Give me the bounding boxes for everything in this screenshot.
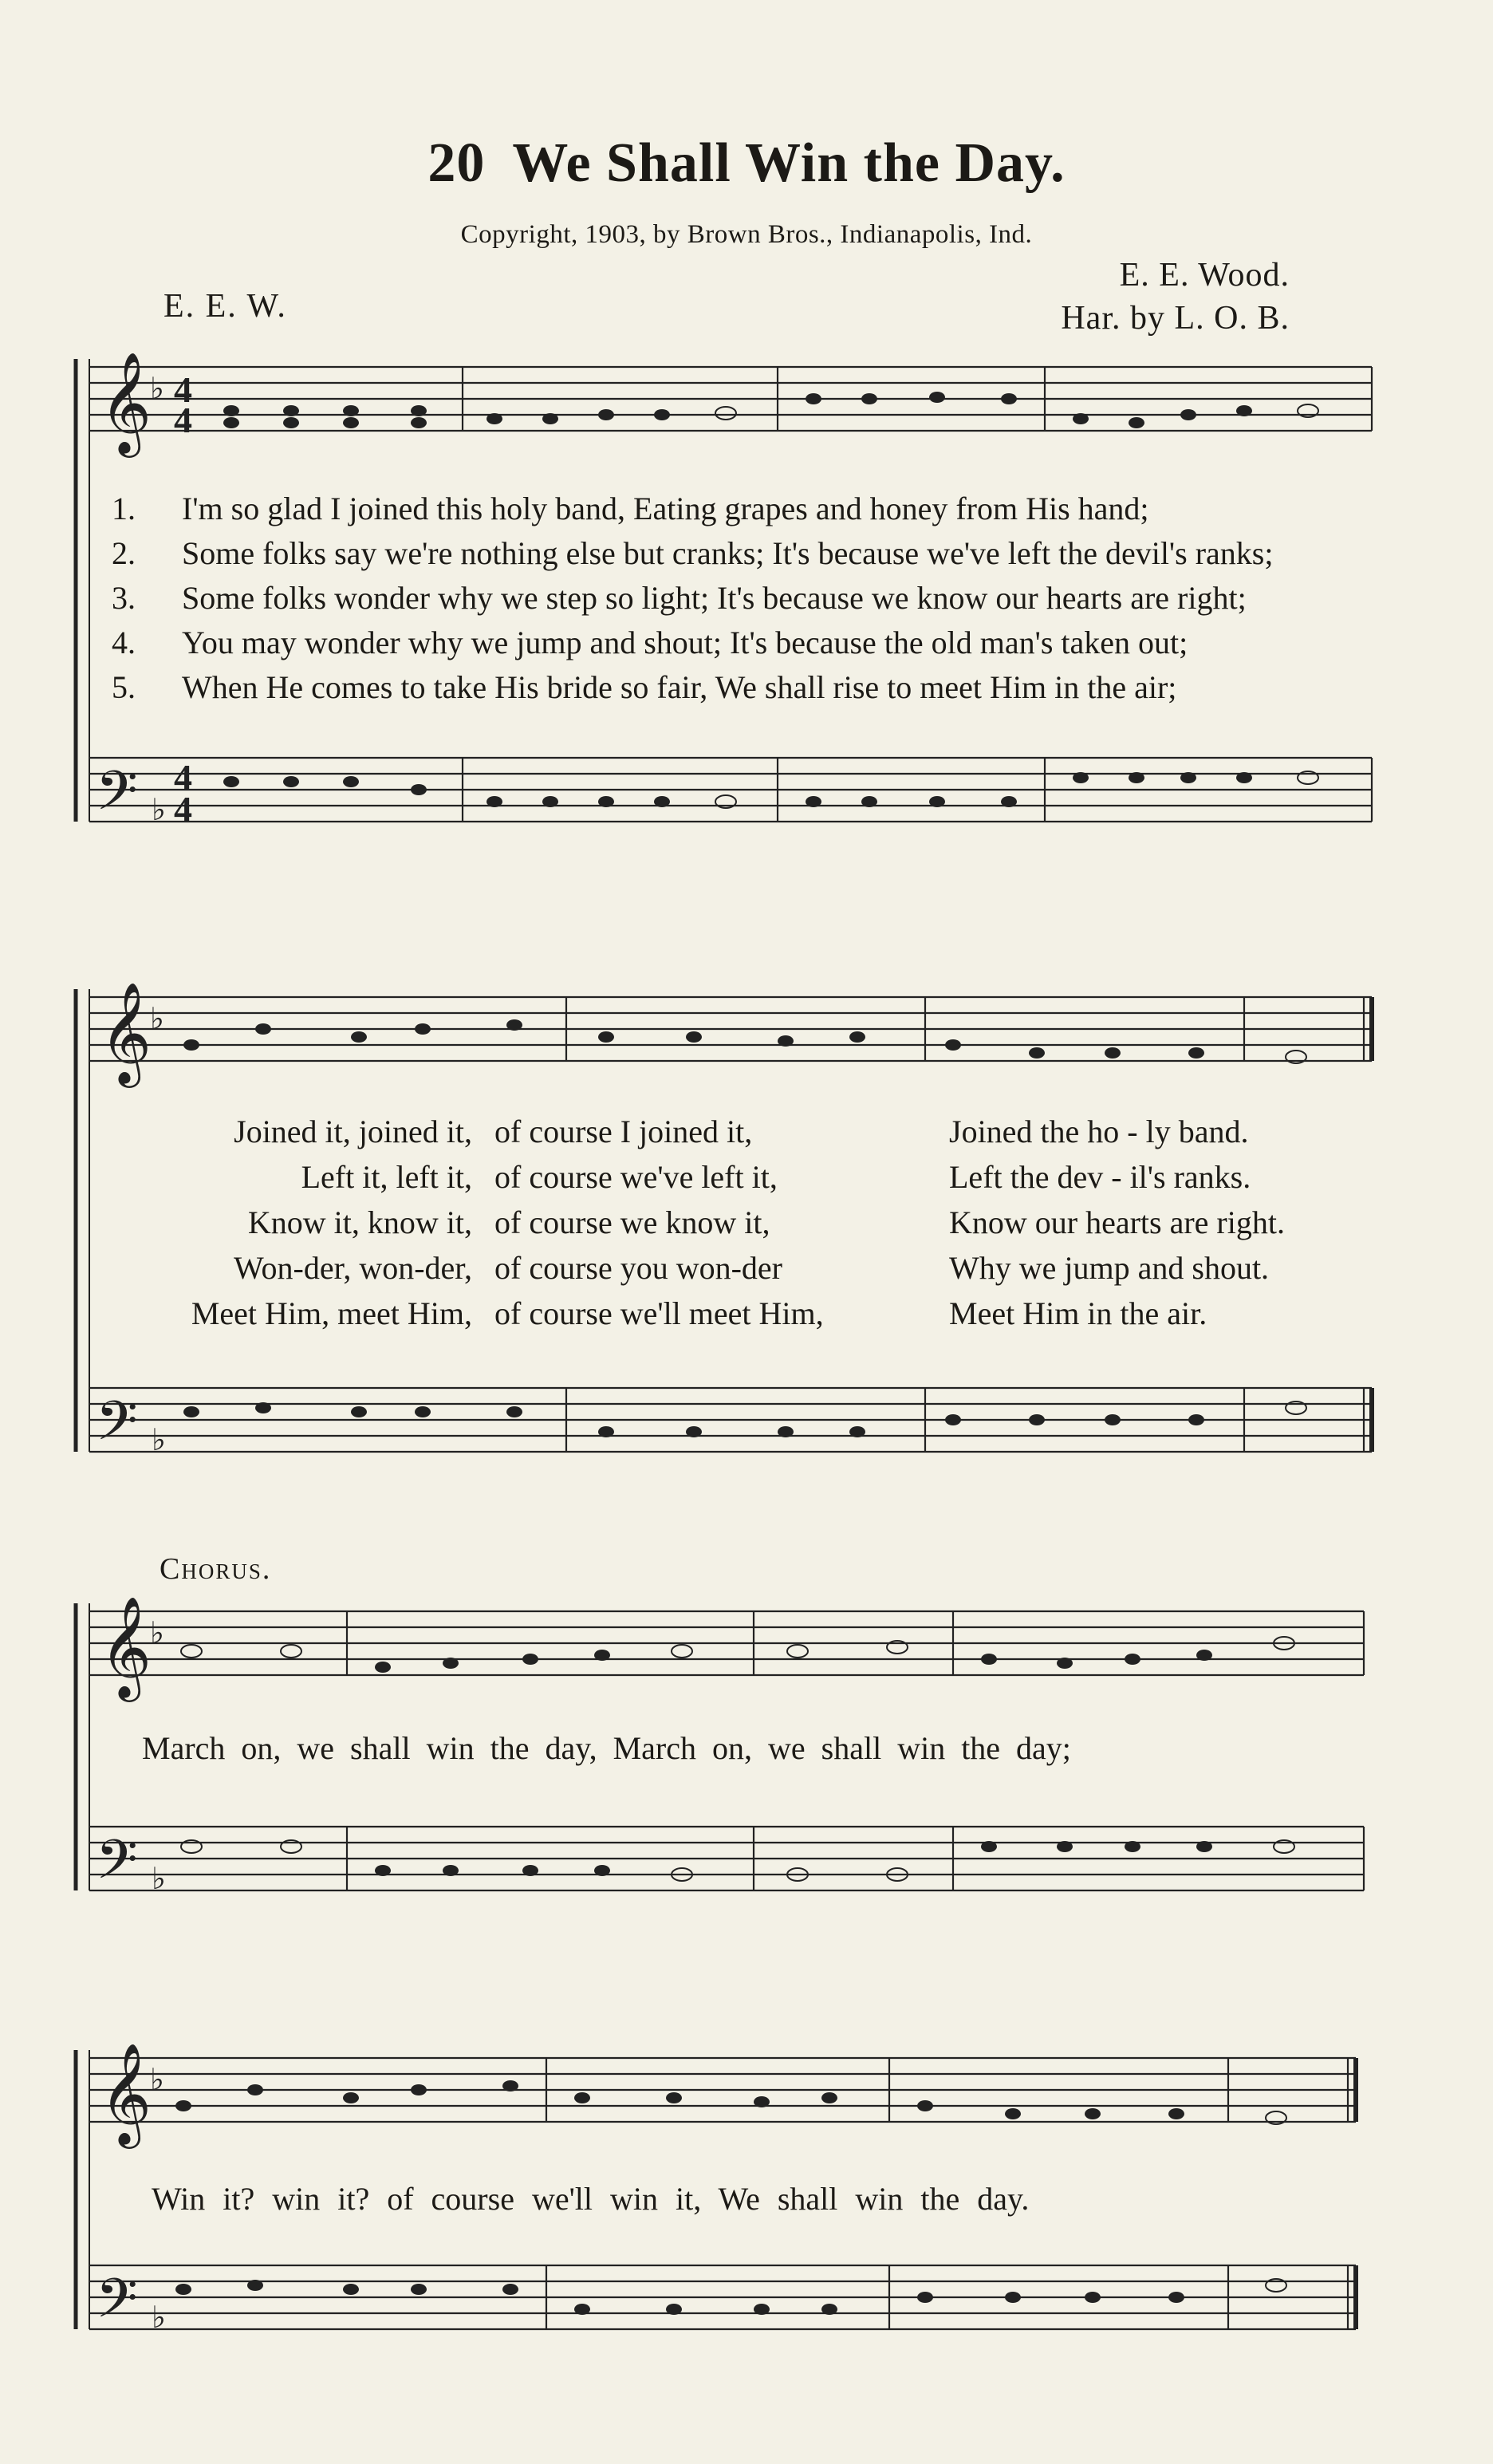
svg-text:♭: ♭ [150,1617,164,1650]
composer-credit [1061,254,1290,340]
verse-line [112,621,1420,665]
copyright-notice: Copyright, 1903, by Brown Bros., Indianapolis, Ind. [460,220,1033,249]
svg-text:♭: ♭ [152,2301,166,2335]
hymn-number: 20 [427,132,486,194]
treble-staff [89,367,1372,431]
svg-text:𝄢: 𝄢 [96,1829,138,1905]
refrain-part-c: Know our hearts are right. [949,1204,1285,1240]
svg-text:4: 4 [174,789,192,830]
svg-text:4: 4 [174,369,192,410]
refrain-line [136,1200,1364,1245]
refrain-part-c: Joined the ho - ly band. [949,1114,1249,1149]
verse-number: 2. [112,535,136,571]
refrain-part-b: of course we'll meet Him, [494,1295,824,1331]
verse-line [112,531,1420,576]
verse-line [112,487,1420,531]
verse-text: You may wonder why we jump and shout; It's because the old man's taken out; [182,625,1188,660]
svg-text:♭: ♭ [152,1863,166,1896]
svg-text:4: 4 [174,400,192,440]
refrain-line [136,1109,1364,1154]
refrain-part-a: Meet Him, meet Him, [191,1295,472,1331]
svg-text:♭: ♭ [152,1424,166,1457]
svg-text:𝄢: 𝄢 [96,760,138,836]
refrain-part-b: of course you won-der [494,1250,782,1286]
refrain-part-a: Joined it, joined it, [234,1114,472,1149]
svg-text:♭: ♭ [150,1003,164,1036]
refrain-part-a: Left it, left it, [301,1159,472,1195]
refrain-part-c: Why we jump and shout. [949,1250,1270,1286]
verse-number: 3. [112,580,136,616]
verse-text: Some folks wonder why we step so light; It's because we know our hearts are right; [182,580,1247,616]
svg-text:4: 4 [174,757,192,798]
verse-text: When He comes to take His bride so fair, We shall rise to meet Him in the air; [182,669,1177,705]
refrain-part-a: Know it, know it, [247,1204,472,1240]
refrain-part-a: Won-der, won-der, [233,1250,472,1286]
verse-lyrics [112,487,1420,710]
svg-text:𝄢: 𝄢 [96,2268,138,2344]
refrain-line [136,1291,1364,1336]
harmonizer-credit: Har. by L. O. B. [1061,300,1290,337]
svg-text:♭: ♭ [150,2064,164,2097]
chorus-label: Chorus. [160,1552,272,1586]
svg-text:𝄞: 𝄞 [100,981,152,1083]
refrain-part-c: Meet Him in the air. [949,1295,1207,1331]
composer-name: E. E. Wood. [1119,257,1290,294]
svg-text:𝄢: 𝄢 [96,1390,138,1466]
refrain-part-b: of course we've left it, [494,1159,778,1195]
refrain-line [136,1245,1364,1291]
verse-line [112,576,1420,621]
svg-text:♭: ♭ [150,373,164,406]
verse-number: 4. [112,625,136,660]
refrain-part-b: of course I joined it, [494,1114,753,1149]
chorus-lyric-line-1: March on, we shall win the day, March on, we shall win the day; [142,1730,1071,1766]
refrain-lyrics [136,1109,1364,1336]
verse-line [112,665,1420,710]
svg-text:𝄞: 𝄞 [100,2042,152,2144]
verse-text: I'm so glad I joined this holy band, Eating grapes and honey from His hand; [182,491,1149,526]
verse-number: 1. [112,491,136,526]
verse-text: Some folks say we're nothing else but cranks; It's because we've left the devil's ranks; [182,535,1274,571]
verse-number: 5. [112,669,136,705]
svg-text:𝄞: 𝄞 [100,1595,152,1697]
hymn-title-text: We Shall Win the Day. [512,132,1066,194]
refrain-part-c: Left the dev - il's ranks. [949,1159,1251,1195]
lyricist-initials: E. E. W. [163,288,287,325]
chorus-lyric-line-2: Win it? win it? of course we'll win it, We shall win the day. [152,2181,1030,2217]
hymn-title [0,132,1493,195]
bass-staff [89,758,1372,822]
svg-text:♭: ♭ [152,794,166,827]
svg-text:𝄞: 𝄞 [100,351,152,453]
refrain-line [136,1154,1364,1200]
refrain-part-b: of course we know it, [494,1204,770,1240]
